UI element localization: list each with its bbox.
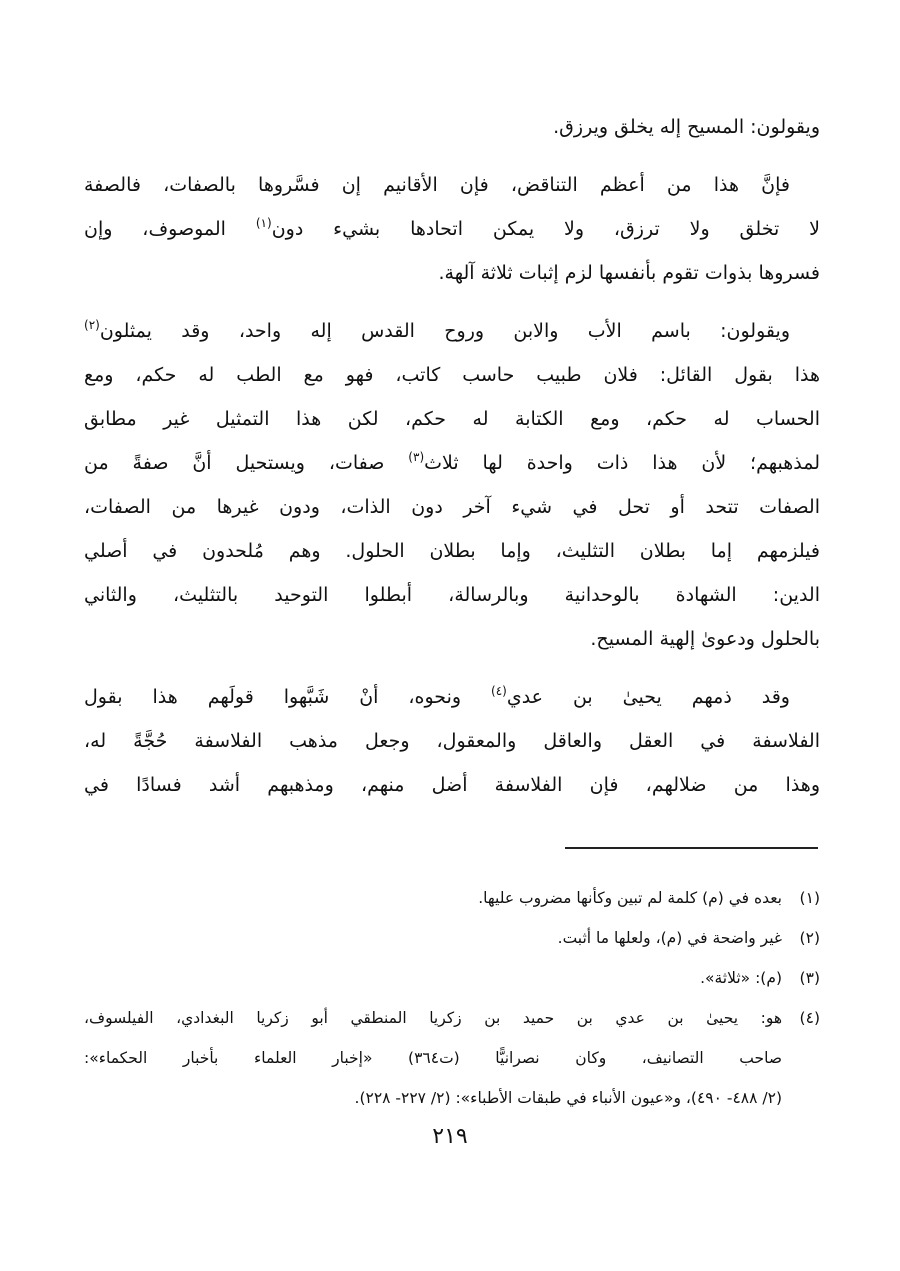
text-line <box>84 441 820 485</box>
text-line <box>84 207 820 251</box>
footnote-number: (٣) <box>799 969 820 987</box>
text-segment: ويقولون: المسيح إله يخلق ويرزق. <box>553 116 820 138</box>
footnote <box>84 998 820 1118</box>
text-segment: ونحوه، أنْ شَبَّهوا قولَهم هذا بقول <box>84 686 491 708</box>
text-line <box>84 309 820 353</box>
paragraph <box>84 675 820 807</box>
footnote-number: (١) <box>799 889 820 907</box>
footnotes <box>84 878 820 1118</box>
text-segment: ويقولون: باسم الأب والابن وروح القدس إله واحد، وقد يمثلون <box>99 320 790 342</box>
footnote-text: (٢/ ٤٨٨- ٤٩٠)، و«عيون الأنباء في طبقات الأطباء»: (٢/ ٢٢٧- ٢٢٨). <box>354 1089 782 1107</box>
text-line <box>84 573 820 617</box>
footnote-text: صاحب التصانيف، وكان نصرانيًّا (ت٣٦٤) «إخبار العلماء بأخبار الحكماء»: <box>84 1049 782 1067</box>
footnote-text: (م): «ثلاثة». <box>700 969 782 987</box>
text-segment: بالحلول ودعوىٰ إلهية المسيح. <box>590 628 820 650</box>
footnote-text: غير واضحة في (م)، ولعلها ما أثبت. <box>557 929 782 947</box>
text-segment: الموصوف، وإن <box>84 218 256 240</box>
footnote <box>84 878 820 918</box>
text-segment: الصفات تتحد أو تحل في شيء آخر دون الذات، ودون غيرها من الصفات، <box>84 496 820 518</box>
text-segment: هذا بقول القائل: فلان طبيب حاسب كاتب، فهو مع الطب له حكم، ومع <box>84 364 820 386</box>
text-line <box>84 163 820 207</box>
text-segment: الدين: الشهادة بالوحدانية وبالرسالة، أبطلوا التوحيد بالتثليث، والثاني <box>84 584 820 606</box>
text-segment: وهذا من ضلالهم، فإن الفلاسفة أضل منهم، ومذهبهم أشد فسادًا في <box>84 774 820 796</box>
paragraph <box>84 309 820 661</box>
main-text <box>84 105 820 821</box>
text-line <box>84 397 820 441</box>
text-segment: لمذهبهم؛ لأن هذا ذات واحدة لها ثلاث <box>424 452 821 474</box>
footnote-reference[interactable]: (٣) <box>408 450 425 464</box>
text-line <box>84 529 820 573</box>
text-segment: فسروها بذوات تقوم بأنفسها لزم إثبات ثلاثة آلهة. <box>438 262 820 284</box>
text-line <box>84 353 820 397</box>
text-line <box>84 105 820 149</box>
text-segment: صفات، ويستحيل أنَّ صفةً من <box>84 452 409 474</box>
text-line <box>84 251 820 295</box>
footnote-number: (٢) <box>799 929 820 947</box>
footnote-reference[interactable]: (١) <box>255 216 272 230</box>
footnote-reference[interactable]: (٤) <box>491 684 507 698</box>
footnote <box>84 958 820 998</box>
text-segment: فيلزمهم إما بطلان التثليث، وإما بطلان الحلول. وهم مُلحدون في أصلي <box>84 540 820 562</box>
footnote-number: (٤) <box>799 1009 820 1027</box>
text-line <box>84 675 820 719</box>
paragraph <box>84 105 820 149</box>
paragraph <box>84 163 820 295</box>
text-segment: الفلاسفة في العقل والعاقل والمعقول، وجعل مذهب الفلاسفة حُجَّةً له، <box>84 730 820 752</box>
footnote <box>84 918 820 958</box>
footnote-text: بعده في (م) كلمة لم تبين وكأنها مضروب عليها. <box>478 889 782 907</box>
text-line <box>84 763 820 807</box>
text-segment: الحساب له حكم، ومع الكتابة له حكم، لكن هذا التمثيل غير مطابق <box>84 408 820 430</box>
text-line <box>84 719 820 763</box>
footnote-text: هو: يحيىٰ بن عدي بن حميد بن زكريا المنطقي أبو زكريا البغدادي، الفيلسوف، <box>84 1009 782 1027</box>
text-line <box>84 617 820 661</box>
footnote-reference[interactable]: (٢) <box>84 318 100 332</box>
text-segment: وقد ذمهم يحيىٰ بن عدي <box>506 686 790 708</box>
text-line <box>84 485 820 529</box>
text-segment: لا تخلق ولا ترزق، ولا يمكن اتحادها بشيء دون <box>271 218 820 240</box>
page-number: ٢١٩ <box>432 1124 468 1149</box>
footnote-divider <box>565 847 818 849</box>
text-segment: فإنَّ هذا من أعظم التناقض، فإن الأقانيم إن فسَّروها بالصفات، فالصفة <box>84 174 790 196</box>
